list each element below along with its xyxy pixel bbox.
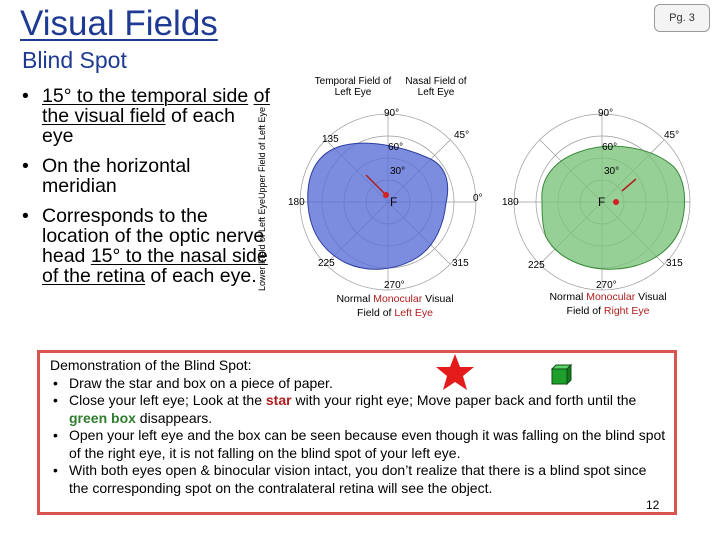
left-deg-30: 30° — [390, 166, 406, 177]
green-box-icon — [550, 364, 572, 386]
left-deg-225: 225 — [318, 258, 335, 269]
left-deg-60: 60° — [388, 142, 404, 153]
right-deg-60: 60° — [602, 142, 618, 153]
left-deg-135: 135 — [322, 134, 339, 145]
demonstration-box — [37, 350, 677, 515]
demo-item: • Draw the star and box on a piece of paper. — [53, 374, 333, 391]
right-deg-225: 225 — [528, 260, 545, 271]
left-deg-0: 0° — [473, 193, 483, 204]
blind-spot-marker — [613, 199, 619, 205]
page-badge: Pg. 3 — [654, 4, 710, 32]
bullet-list — [20, 86, 270, 296]
bullet-item: • On the horizontal meridian — [22, 155, 191, 197]
left-deg-180: 180 — [288, 197, 305, 208]
page-title: Visual Fields — [20, 4, 218, 43]
demo-item: • Open your left eye and the box can be seen because even though it was falling on the blind spot of the right eye, it is not falling on the blind spot of your left eye. — [53, 427, 666, 461]
left-field-area — [308, 143, 448, 269]
left-deg-315: 315 — [452, 258, 469, 269]
bullet-item: • Corresponds to the location of the optic nerve head 15° to the nasal side of the retina of each eye. — [22, 205, 268, 287]
right-deg-30: 30° — [604, 166, 620, 177]
left-fixation-label: F — [390, 195, 398, 209]
left-deg-45: 45° — [454, 130, 470, 141]
upper-field-label: Upper Field of Left Eye — [257, 106, 267, 200]
right-fixation-label: F — [598, 195, 606, 209]
right-deg-180: 180 — [502, 197, 519, 208]
demo-heading: Demonstration of the Blind Spot: — [50, 357, 252, 373]
demo-item: • Close your left eye; Look at the star with your right eye; Move paper back and forth until the green box disappears. — [53, 392, 637, 426]
right-deg-315: 315 — [666, 258, 683, 269]
blind-spot-marker — [383, 192, 389, 198]
right-field-area — [542, 146, 685, 269]
left-deg-90: 90° — [384, 108, 400, 119]
lower-field-label: Lower Field of Left Eye — [257, 198, 267, 292]
bullet-item: • 15° to the temporal side of the visual field of each eye — [22, 85, 270, 147]
right-deg-45: 45° — [664, 130, 680, 141]
right-eye-caption: Normal Monocular Visual Field of Right Eye — [549, 291, 667, 317]
red-star-icon — [435, 353, 475, 391]
right-deg-270: 270° — [596, 280, 617, 291]
left-deg-270: 270° — [384, 280, 405, 291]
section-subtitle: Blind Spot — [22, 47, 127, 73]
right-deg-90: 90° — [598, 108, 614, 119]
left-eye-caption: Normal Monocular Visual Field of Left Eye — [336, 293, 454, 319]
demo-item: • With both eyes open & binocular vision intact, you don’t realize that there is a blind spot since the corresponding spot on the contralateral retina will see the object. — [53, 462, 647, 496]
nasal-field-label: Nasal Field of Left Eye — [405, 76, 467, 98]
slide-number: 12 — [646, 498, 660, 512]
temporal-field-label: Temporal Field of Left Eye — [314, 76, 392, 98]
